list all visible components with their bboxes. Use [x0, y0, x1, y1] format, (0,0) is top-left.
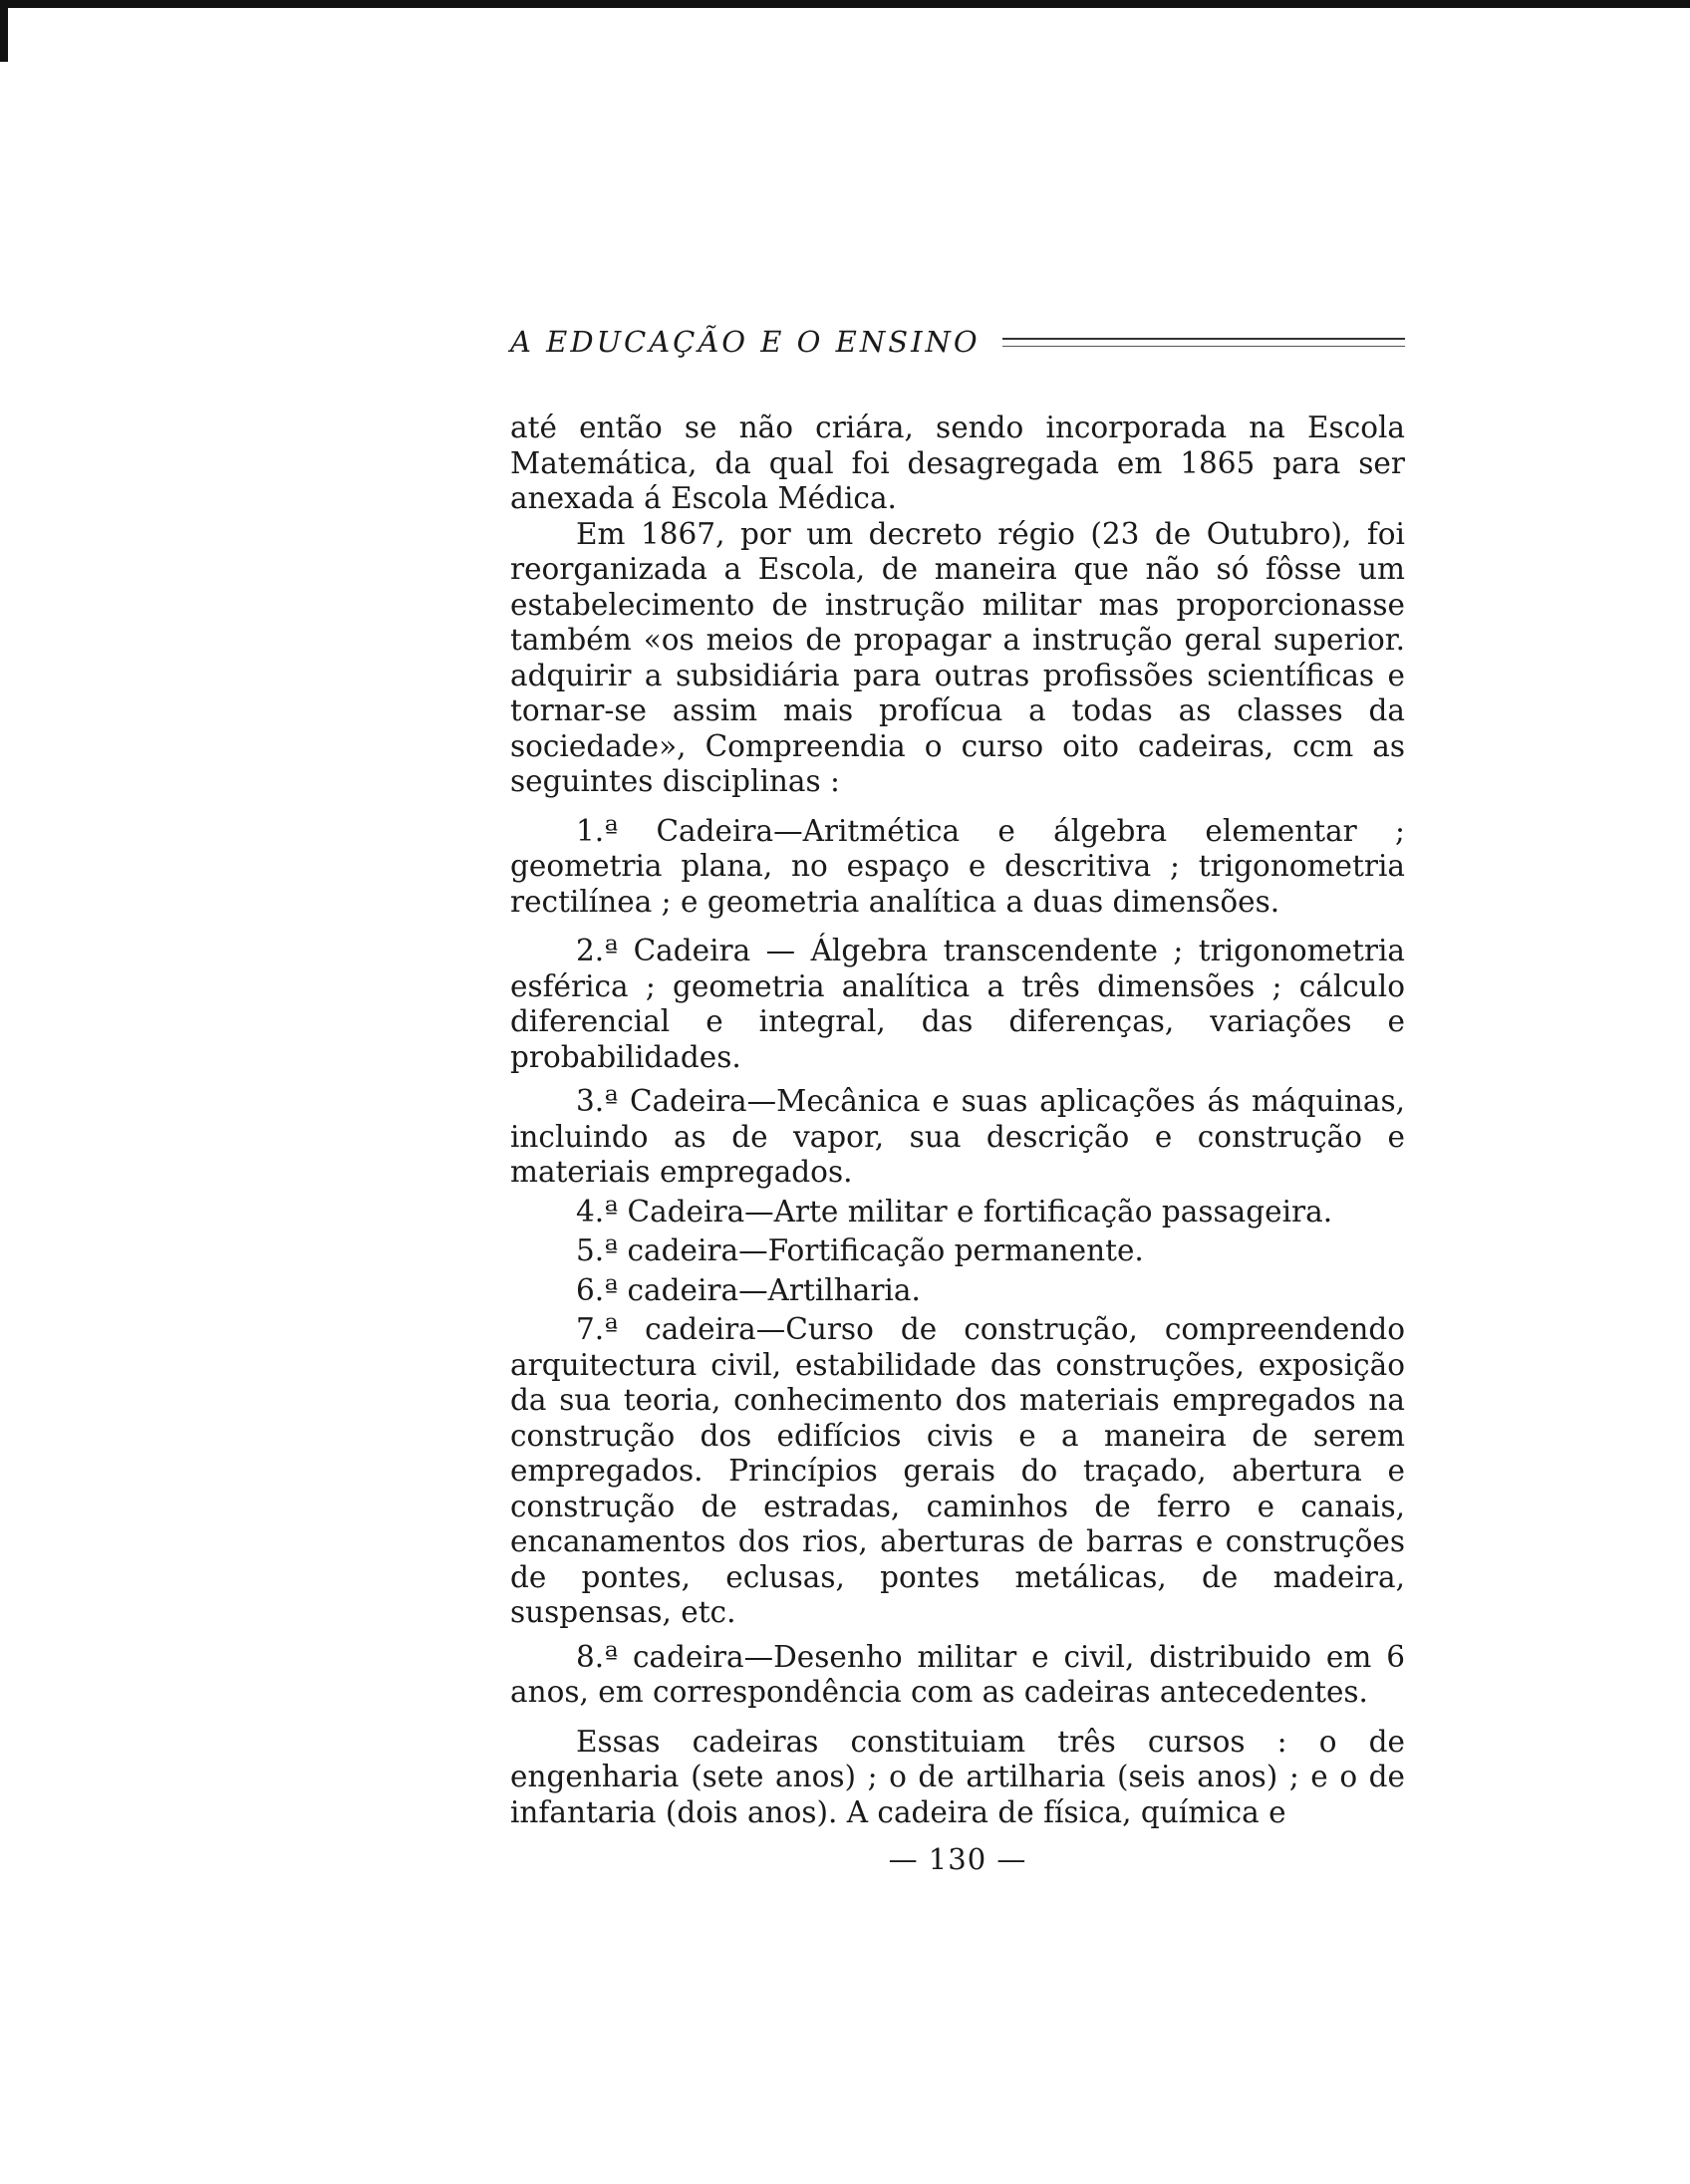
paragraph-cadeira-6: 6.ª cadeira—Artilharia. [576, 1272, 921, 1307]
paragraph-cadeira-5: 5.ª cadeira—Fortificação permanente. [576, 1233, 1144, 1267]
body-text [510, 410, 1405, 1830]
scan-edge-left [0, 0, 8, 62]
paragraph-continuation: até então se não criára, sendo incorporada na Escola Matemática, da qual foi desagregada em 1865 para ser anexada á Escola Médica. [510, 410, 1405, 515]
paragraph-decree-1867: Em 1867, por um decreto régio (23 de Outubro), foi reorganizada a Escola, de maneira que não só fôsse um estabelecimento de instrução militar mas proporcionasse também «os meios de propagar a instrução geral superior. adquirir a subsidiária para outras profissões scientíficas e tornar-se assim mais profícua a todas as classes da sociedade», Compreendia o curso oito cadeiras, ccm as seguintes disciplinas : [510, 516, 1405, 798]
scan-edge-top [0, 0, 1690, 8]
paragraph-cadeira-3: 3.ª Cadeira—Mecânica e suas aplicações ás máquinas, incluindo as de vapor, sua descrição e construção e materiais empregados. [510, 1084, 1405, 1189]
running-title: A EDUCAÇÃO E O ENSINO [510, 325, 981, 359]
paragraph-cadeira-8: 8.ª cadeira—Desenho militar e civil, distribuido em 6 anos, em correspondência com as cadeiras antecedentes. [510, 1639, 1405, 1709]
header-rule [1002, 338, 1405, 347]
paragraph-cadeira-4: 4.ª Cadeira—Arte militar e fortificação passageira. [576, 1194, 1333, 1228]
paragraph-cadeira-1: 1.ª Cadeira—Aritmética e álgebra elementar ; geometria plana, no espaço e descritiva ; trigonometria rectilínea ; e geometria analítica a duas dimensões. [510, 813, 1405, 919]
page-number: — 130 — [888, 1842, 1027, 1876]
paragraph-cadeira-7: 7.ª cadeira—Curso de construção, compreendendo arquitectura civil, estabilidade das construções, exposição da sua teoria, conhecimento dos materiais empregados na construção dos edifícios civis e a maneira de serem empregados. Princípios gerais do traçado, abertura e construção de estradas, caminhos de ferro e canais, encanamentos dos rios, aberturas de barras e construções de pontes, eclusas, pontes metálicas, de madeira, suspensas, etc. [510, 1312, 1405, 1629]
paragraph-cadeira-2: 2.ª Cadeira — Álgebra transcendente ; trigonometria esférica ; geometria analítica a três dimensões ; cálculo diferencial e integral, das diferenças, variações e probabilidades. [510, 934, 1405, 1074]
book-page [510, 317, 1405, 1876]
running-header [510, 317, 1405, 367]
paragraph-cursos: Essas cadeiras constituiam três cursos : o de engenharia (sete anos) ; o de artilharia (seis anos) ; e o de infantaria (dois anos). A cadeira de física, química e [510, 1724, 1405, 1829]
